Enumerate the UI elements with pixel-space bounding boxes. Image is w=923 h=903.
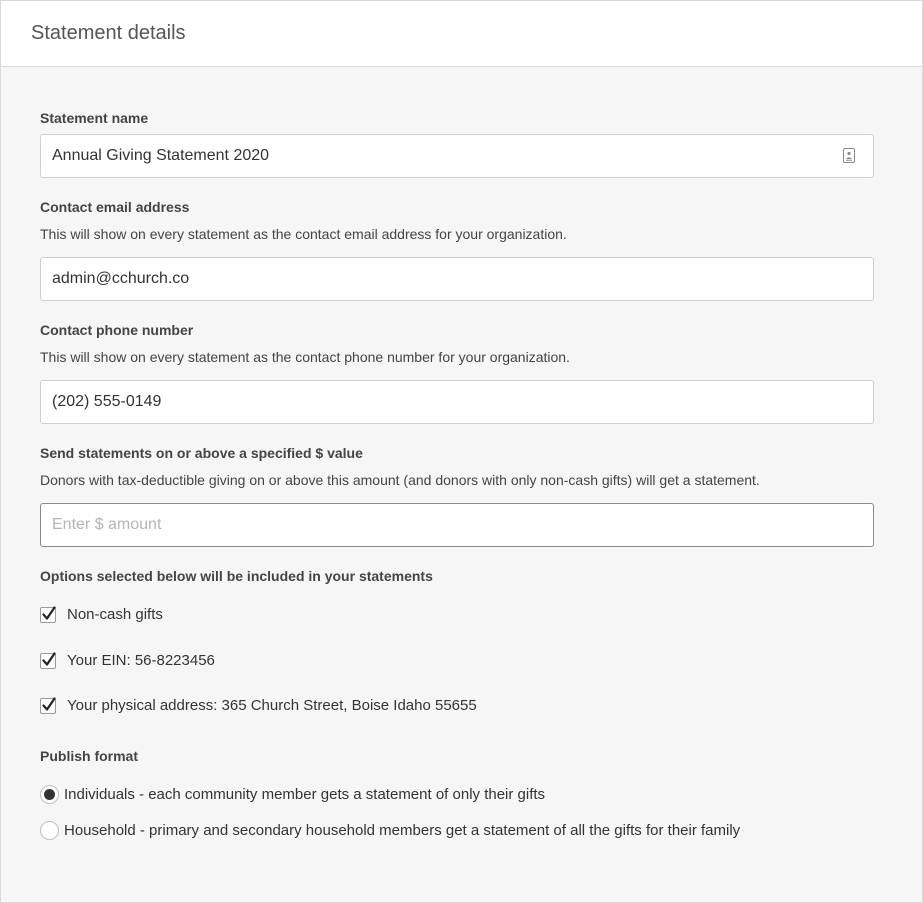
publish-format-label: Publish format [40, 748, 139, 764]
contact-email-input[interactable] [40, 257, 874, 301]
threshold-help: Donors with tax-deductible giving on or above this amount (and donors with only non-cash gifts) will get a statement. [40, 472, 760, 488]
statement-name-label: Statement name [40, 110, 149, 126]
non-cash-gifts-label: Non-cash gifts [67, 606, 163, 623]
page-title: Statement details [31, 22, 186, 44]
individuals-label: Individuals - each community member gets a statement of only their gifts [64, 786, 546, 803]
physical-address-label: Your physical address: 365 Church Street, Boise Idaho 55655 [67, 697, 477, 714]
panel-header [1, 1, 922, 67]
threshold-label: Send statements on or above a specified $ value [40, 445, 363, 461]
ein-checkbox[interactable] [40, 653, 56, 669]
contact-phone-help: This will show on every statement as the contact phone number for your organization. [40, 349, 570, 365]
physical-address-checkbox[interactable] [40, 698, 56, 714]
statement-name-input[interactable] [40, 134, 874, 178]
publish-format-household[interactable] [40, 821, 740, 840]
threshold-amount-input[interactable] [40, 503, 874, 547]
household-label: Household - primary and secondary household members get a statement of all the gifts for their family [64, 822, 741, 839]
option-physical-address[interactable] [40, 697, 477, 714]
options-label: Options selected below will be included in your statements [40, 568, 433, 584]
option-non-cash-gifts[interactable] [40, 606, 163, 623]
contact-phone-input[interactable] [40, 380, 874, 424]
individuals-radio[interactable] [40, 785, 59, 804]
non-cash-gifts-checkbox[interactable] [40, 607, 56, 623]
household-radio[interactable] [40, 821, 59, 840]
publish-format-individuals[interactable] [40, 785, 545, 804]
contact-email-help: This will show on every statement as the contact email address for your organization. [40, 226, 567, 242]
option-ein[interactable] [40, 652, 215, 669]
contact-card-icon[interactable] [843, 148, 855, 163]
contact-email-label: Contact email address [40, 199, 190, 215]
ein-label: Your EIN: 56-8223456 [67, 652, 215, 669]
contact-phone-label: Contact phone number [40, 322, 194, 338]
